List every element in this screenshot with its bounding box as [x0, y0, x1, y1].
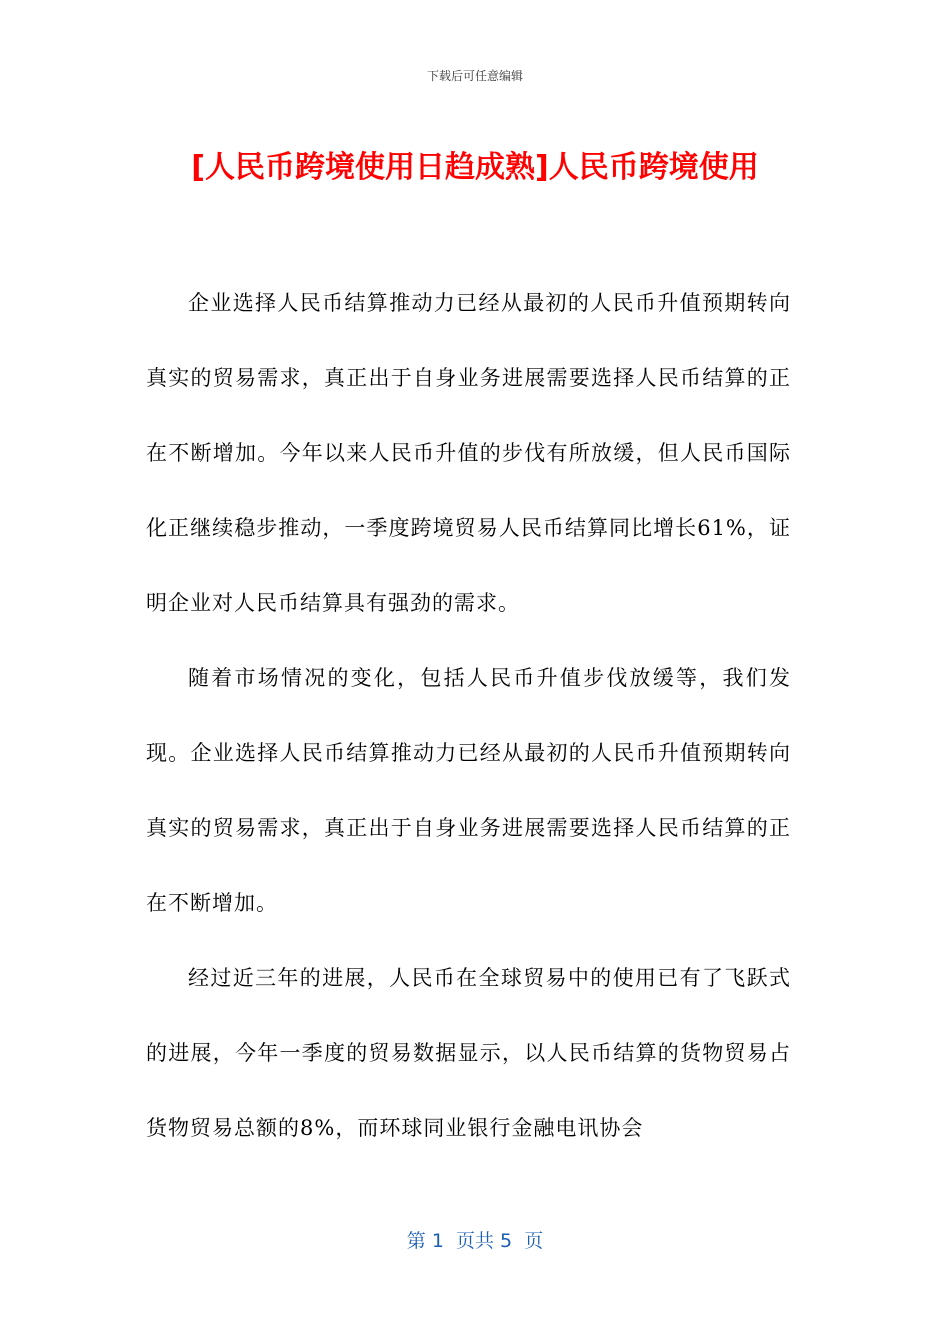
document-title: [人民币跨境使用日趋成熟]人民币跨境使用 [191, 150, 759, 185]
paragraph-3: 经过近三年的进展，人民币在全球贸易中的使用已有了飞跃式的进展，今年一季度的贸易数据显示，以人民币结算的货物贸易占货物贸易总额的8%，而环球同业银行金融电讯协会 [146, 966, 791, 1140]
page-number-footer: 第 1 页共 5 页 [406, 1230, 544, 1252]
paragraph-1: 企业选择人民币结算推动力已经从最初的人民币升值预期转向真实的贸易需求，真正出于自身业务进展需要选择人民币结算的正在不断增加。今年以来人民币升值的步伐有所放缓，但人民币国际化正继续稳步推动，一季度跨境贸易人民币结算同比增长61%，证明企业对人民币结算具有强劲的需求。 [146, 291, 791, 615]
document-body [146, 266, 791, 1166]
paragraph-2: 随着市场情况的变化，包括人民币升值步伐放缓等，我们发现。企业选择人民币结算推动力已经从最初的人民币升值预期转向真实的贸易需求，真正出于自身业务进展需要选择人民币结算的正在不断增加。 [146, 666, 791, 915]
header-note: 下载后可任意编辑 [426, 69, 523, 83]
